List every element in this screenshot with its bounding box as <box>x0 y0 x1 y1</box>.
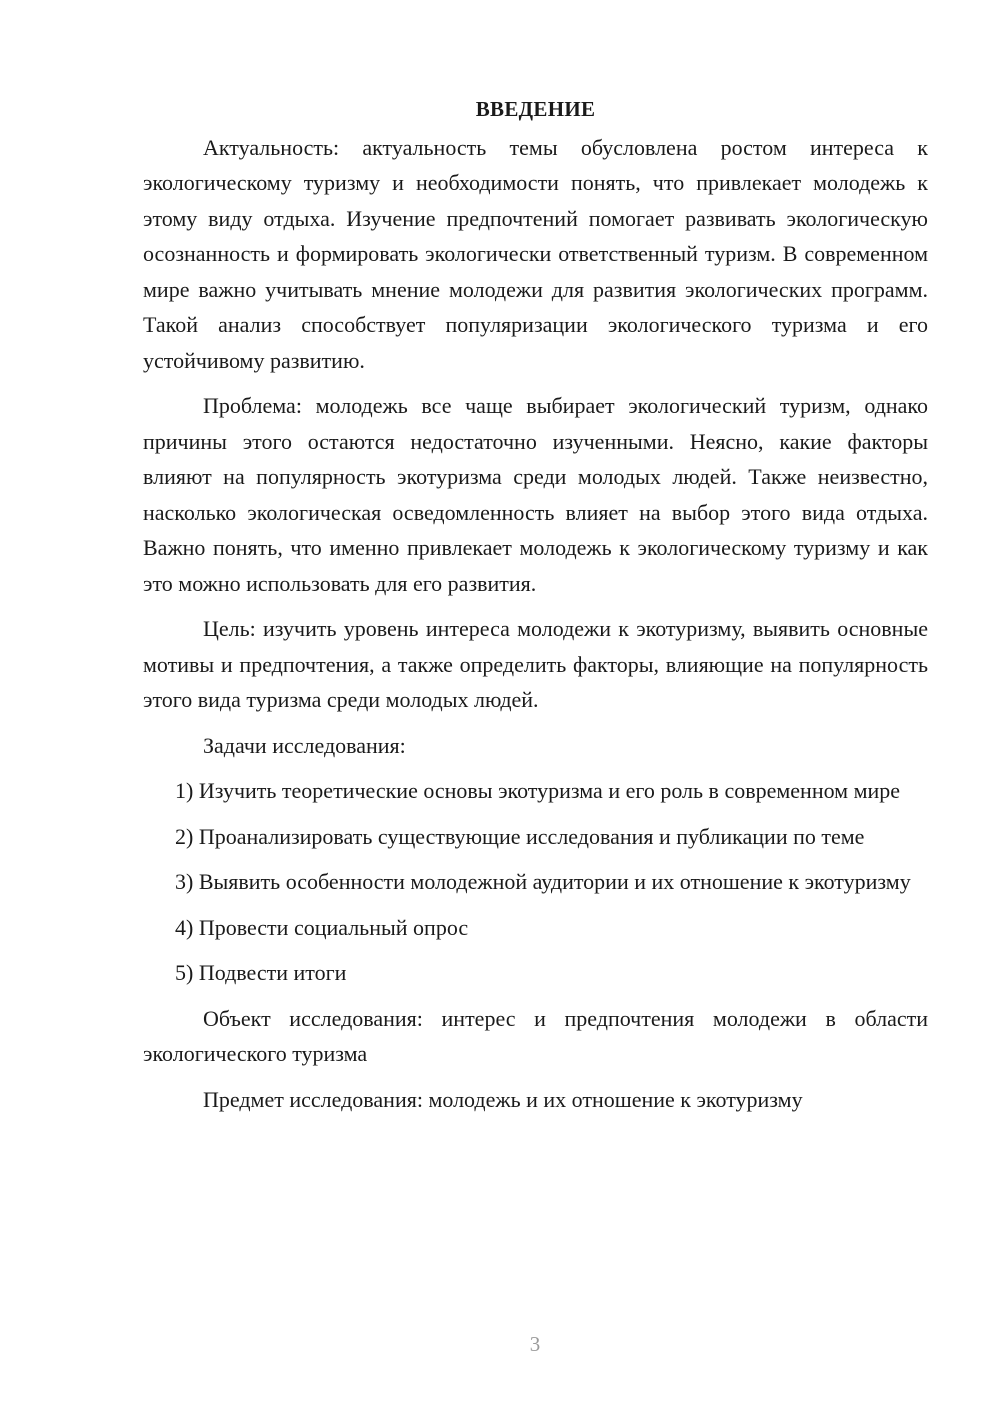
task-item-4: 4) Провести социальный опрос <box>175 914 469 940</box>
page-number: 3 <box>529 1332 541 1356</box>
tasks-heading: Задачи исследования: <box>203 732 406 758</box>
task-item-1: 1) Изучить теоретические основы экотуризма и его роль в современном мире <box>175 778 901 803</box>
relevance-paragraph: Актуальность: актуальность темы обусловлена ростом интереса к экологическому туризму и необходимости понять, что привлекает молодежь к этому виду отдыха. Изучение предпочтений помогает развивать экологическую осознанность и формировать экологически ответственный туризм. В современном мире важно учитывать мнение молодежи для развития экологических программ. Такой анализ способствует популяризации экологического туризма и его устойчивому развитию. <box>143 134 928 373</box>
research-object-paragraph: Объект исследования: интерес и предпочтения молодежи в области экологического туризма <box>143 1005 928 1066</box>
goal-paragraph: Цель: изучить уровень интереса молодежи к экотуризму, выявить основные мотивы и предпочтения, а также определить факторы, влияющие на популярность этого вида туризма среди молодых людей. <box>143 616 928 712</box>
problem-paragraph: Проблема: молодежь все чаще выбирает экологический туризм, однако причины этого остаются недостаточно изученными. Неясно, какие факторы влияют на популярность экотуризма среди молодых людей. Также неизвестно, насколько экологическая осведомленность влияет на выбор этого вида отдыха. Важно понять, что именно привлекает молодежь к экологическому туризму и как это можно использовать для его развития. <box>143 393 928 596</box>
research-subject-paragraph: Предмет исследования: молодежь и их отношение к экотуризму <box>203 1086 803 1112</box>
page-content <box>143 92 928 1127</box>
page-title: ВВЕДЕНИЕ <box>475 97 596 121</box>
task-item-2: 2) Проанализировать существующие исследования и публикации по теме <box>175 823 865 849</box>
task-item-5: 5) Подвести итоги <box>175 960 347 985</box>
task-item-3: 3) Выявить особенности молодежной аудитории и их отношение к экотуризму <box>175 869 911 894</box>
